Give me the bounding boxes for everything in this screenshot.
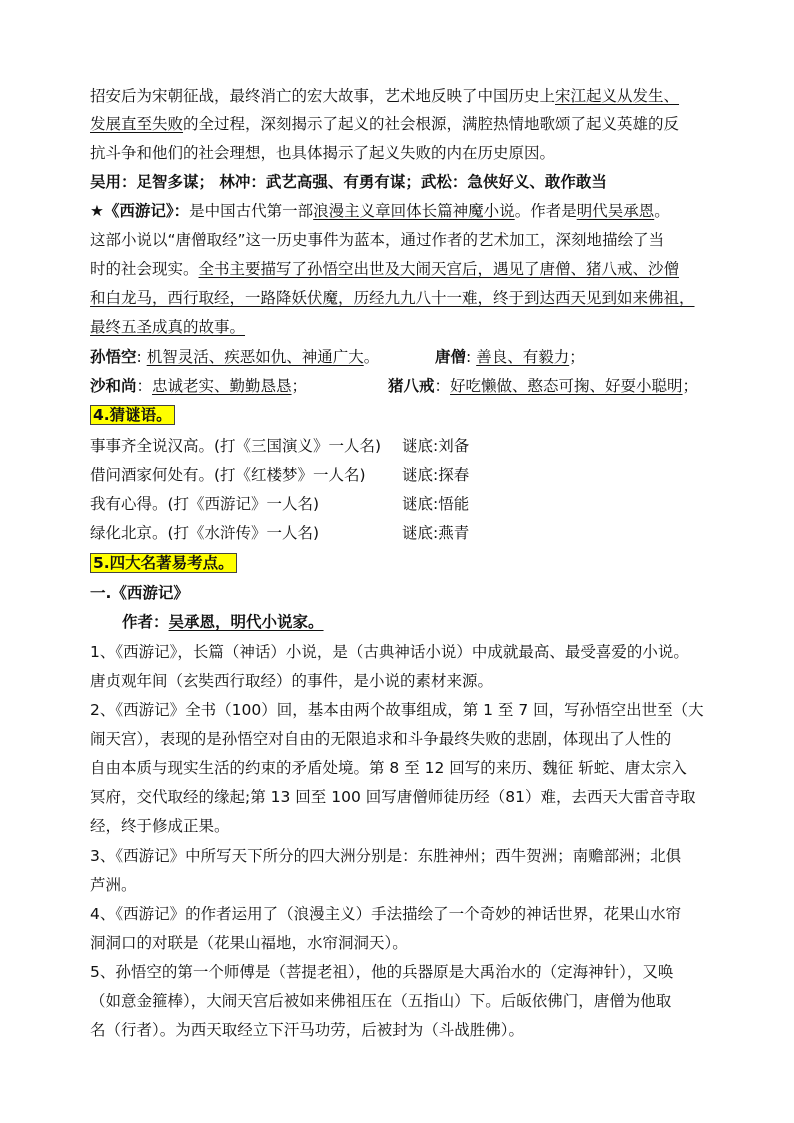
character-bajie bbox=[388, 376, 698, 396]
text: 。 bbox=[363, 348, 380, 366]
riddle-2-answer: 谜底:探春 bbox=[402, 466, 470, 484]
character-traits: 机智灵活、疾恶如仇、神通广大 bbox=[146, 348, 364, 366]
riddle-question: 借问酒家何处有。(打《红楼梦》一人名) bbox=[90, 466, 366, 484]
character-traits: 忠诚老实、勤勤恳恳 bbox=[152, 377, 292, 395]
riddle-4-answer: 谜底:燕青 bbox=[402, 524, 470, 542]
riddle-1 bbox=[90, 436, 381, 456]
text: ： bbox=[434, 377, 451, 395]
character-shaseng bbox=[90, 376, 307, 396]
underlined-text: 宋江起义从发生、 bbox=[555, 87, 680, 105]
exam-line-11: 洞洞口的对联是（花果山福地，水帘洞洞天）。 bbox=[90, 934, 408, 952]
exam-line-12: 5、孙悟空的第一个师傅是（菩提老祖），他的兵器原是大禹治水的（定海神针），又唤 bbox=[90, 963, 674, 981]
exam-line-1: 1、《西游记》，长篇（神话）小说，是（古典神话小说）中成就最高、最受喜爱的小说。 bbox=[90, 643, 689, 661]
text: 。作者是 bbox=[514, 202, 577, 220]
riddle-question: 我有心得。(打《西游记》一人名) bbox=[90, 495, 320, 513]
text: ； bbox=[291, 377, 308, 395]
exam-line-10: 4、《西游记》的作者运用了（浪漫主义）手法描绘了一个奇妙的神话世界，花果山水帘 bbox=[90, 905, 682, 923]
exam-line-9: 芦洲。 bbox=[90, 876, 137, 894]
shuihu-line-3: 抗斗争和他们的社会理想，也具体揭示了起义失败的内在历史原因。 bbox=[90, 144, 556, 162]
star-heading: ★《西游记》： bbox=[90, 202, 190, 220]
text: : bbox=[136, 348, 142, 366]
exam-line-8: 3、《西游记》中所写天下所分的四大洲分别是：东胜神州；西牛贺洲；南赡部洲；北俱 bbox=[90, 847, 682, 865]
riddles-heading-line bbox=[90, 405, 175, 425]
exam-line-13: （如意金箍棒），大闹天宫后被如来佛祖压在（五指山）下。后皈依佛门，唐僧为他取 bbox=[90, 992, 672, 1010]
text: 的全过程，深刻揭示了起义的社会根源，满腔热情地歌颂了起义英雄的反 bbox=[183, 115, 680, 133]
character-wukong bbox=[90, 347, 379, 367]
character-name: 孙悟空 bbox=[90, 348, 137, 366]
exam-subheading: 一.《西游记》 bbox=[90, 584, 189, 602]
text: 。 bbox=[654, 202, 670, 220]
character-traits: 善良、有毅力 bbox=[476, 348, 570, 366]
author-value: 吴承恩，明代小说家。 bbox=[168, 613, 324, 631]
xiyou-intro-line-3 bbox=[90, 259, 679, 279]
text: ： bbox=[136, 377, 153, 395]
text: 招安后为宋朝征战，最终消亡的宏大故事，艺术地反映了中国历史上 bbox=[90, 87, 556, 105]
text: ； bbox=[569, 348, 585, 366]
underlined-text: 全书主要描写了孙悟空出世及大闹天宫后，遇见了唐僧、猪八戒、沙僧 bbox=[198, 260, 680, 278]
exam-line-14: 名（行者）。为西天取经立下汗马功劳，后被封为（斗战胜佛）。 bbox=[90, 1021, 525, 1039]
underlined-text: 发展直至失败 bbox=[90, 115, 184, 133]
section-heading: 4.猜谜语。 bbox=[90, 405, 175, 425]
text: 是中国古代第一部 bbox=[189, 202, 314, 220]
xiyou-intro-line-1 bbox=[90, 201, 670, 221]
exam-line-3: 2、《西游记》全书（100）回，基本由两个故事组成，第 1 至 7 回，写孙悟空出世至（大 bbox=[90, 701, 704, 719]
character-tangseng bbox=[435, 347, 585, 367]
exam-author bbox=[122, 612, 324, 632]
exam-line-7: 经，终于修成正果。 bbox=[90, 817, 230, 835]
underlined-text: 明代吴承恩 bbox=[576, 202, 655, 220]
text: 时的社会现实。 bbox=[90, 260, 199, 278]
character-name: 猪八戒 bbox=[388, 377, 435, 395]
riddle-question: 事事齐全说汉高。(打《三国演义》一人名) bbox=[90, 437, 382, 455]
exam-heading-line bbox=[90, 553, 237, 573]
text: : bbox=[466, 348, 472, 366]
text: ； bbox=[682, 377, 699, 395]
exam-line-5: 自由本质与现实生活的约束的矛盾处境。第 8 至 12 回写的来历、魏征 斩蛇、唐太宗入 bbox=[90, 759, 687, 777]
riddle-2 bbox=[90, 465, 366, 485]
shuihu-traits: 吴用：足智多谋； 林冲：武艺高强、有勇有谋；武松：急侠好义、敢作敢当 bbox=[90, 173, 607, 191]
riddle-question: 绿化北京。(打《水浒传》一人名) bbox=[90, 524, 320, 542]
shuihu-line-2 bbox=[90, 114, 679, 134]
character-name: 沙和尚 bbox=[90, 377, 137, 395]
xiyou-intro-line-5: 最终五圣成真的故事。 bbox=[90, 318, 246, 336]
riddle-4 bbox=[90, 523, 319, 543]
character-traits: 好吃懒做、憨态可掬、好耍小聪明 bbox=[450, 377, 683, 395]
shuihu-line-1 bbox=[90, 86, 679, 106]
underlined-text: 浪漫主义章回体长篇神魔小说 bbox=[313, 202, 515, 220]
author-label: 作者： bbox=[122, 613, 169, 631]
exam-line-2: 唐贞观年间（玄奘西行取经）的事件，是小说的素材来源。 bbox=[90, 672, 494, 690]
xiyou-intro-line-2: 这部小说以“唐僧取经”这一历史事件为蓝本，通过作者的艺术加工，深刻地描绘了当 bbox=[90, 231, 665, 249]
xiyou-intro-line-4: 和白龙马，西行取经，一路降妖伏魔，历经九九八十一难，终于到达西天见到如来佛祖， bbox=[90, 289, 695, 307]
riddle-1-answer: 谜底:刘备 bbox=[402, 437, 470, 455]
exam-line-6: 冥府，交代取经的缘起;第 13 回至 100 回写唐僧师徒历经（81）难，去西天大雷音寺取 bbox=[90, 788, 696, 806]
riddle-3 bbox=[90, 494, 319, 514]
exam-line-4: 闹天宫），表现的是孙悟空对自由的无限追求和斗争最终失败的悲剧，体现出了人性的 bbox=[90, 730, 672, 748]
riddle-3-answer: 谜底:悟能 bbox=[402, 495, 470, 513]
section-heading: 5.四大名著易考点。 bbox=[90, 553, 237, 573]
character-name: 唐僧 bbox=[435, 348, 467, 366]
